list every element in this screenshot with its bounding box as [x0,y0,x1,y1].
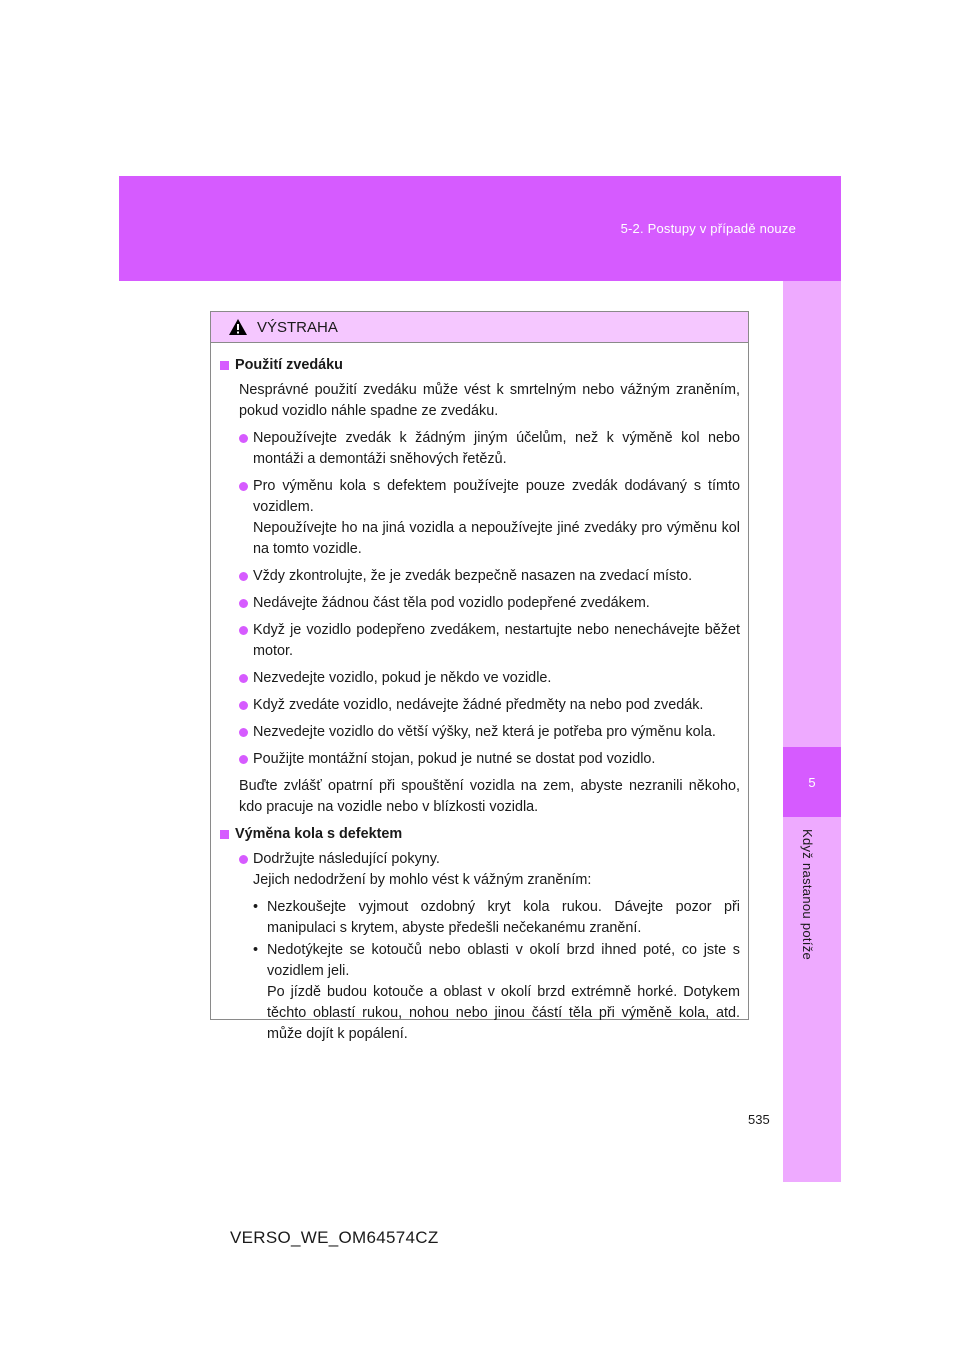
list-item-text [253,849,740,891]
document-code: VERSO_WE_OM64574CZ [230,1228,439,1247]
sub-list-item-text [267,940,740,1045]
round-bullet-icon [239,626,248,635]
section-label: 5-2. Postupy v případě nouze [620,221,796,236]
chapter-title: Když nastanou potíže [800,829,815,961]
square-bullet-icon [220,361,229,370]
round-bullet-icon [239,572,248,581]
sub-list-item-line: Po jízdě budou kotouče a oblast v okolí brzd extrémně horké. Dotykem těchto oblastí rukou, nohou nebo jinou částí těla při výměně kola, atd. může dojít k popálení. [267,984,740,1042]
list-item [239,849,740,891]
list-item-text: Když zvedáte vozidlo, nedávejte žádné předměty na nebo pod zvedák. [253,697,704,713]
warning-header [211,312,748,343]
sub-list-item [253,897,740,939]
warning-title: VÝSTRAHA [257,318,338,336]
round-bullet-icon [239,728,248,737]
chapter-number: 5 [783,747,841,817]
header-band [119,176,841,281]
list-item-text: Použijte montážní stojan, pokud je nutné se dostat pod vozidlo. [253,751,656,767]
list-item [239,476,740,560]
sub-bullet-mark: • [253,899,259,915]
list-item-line: Jejich nedodržení by mohlo vést k vážným zraněním: [253,872,592,888]
warning-triangle-icon [228,318,248,336]
paragraph: Buďte zvlášť opatrní při spouštění vozidla na zem, abyste nezranili někoho, kdo pracuje na vozidle nebo v blízkosti vozidla. [239,778,740,815]
round-bullet-icon [239,855,248,864]
sub-bullet-mark: • [253,942,259,958]
round-bullet-icon [239,599,248,608]
list-item-line: Nepoužívejte ho na jiná vozidla a nepoužívejte jiné zvedáky pro výměnu kol na tomto vozidle. [253,520,740,557]
section-heading [220,824,740,845]
list-item-text: Nepoužívejte zvedák k žádným jiným účelům, než k výměně kol nebo montáži a demontáži sněhových řetězů. [253,430,740,467]
round-bullet-icon [239,434,248,443]
round-bullet-icon [239,482,248,491]
list-item [239,695,740,716]
paragraph: Nesprávné použití zvedáku může vést k smrtelným nebo vážným zraněním, pokud vozidlo náhle spadne ze zvedáku. [239,382,740,419]
list-item-text: Když je vozidlo podepřeno zvedákem, nestartujte nebo nenechávejte běžet motor. [253,622,740,659]
section-heading-text: Výměna kola s defektem [235,826,403,842]
section-heading-text: Použití zvedáku [235,357,343,373]
list-item [239,749,740,770]
square-bullet-icon [220,830,229,839]
section-heading [220,355,740,376]
round-bullet-icon [239,701,248,710]
list-item-text: Vždy zkontrolujte, že je zvedák bezpečně nasazen na zvedací místo. [253,568,693,584]
list-item-text [253,476,740,560]
sub-list-item [253,940,740,1045]
list-item [239,722,740,743]
list-item-line: Pro výměnu kola s defektem používejte pouze zvedák dodávaný s tímto vozidlem. [253,478,740,515]
list-item [239,428,740,470]
round-bullet-icon [239,755,248,764]
list-item-text: Nezvedejte vozidlo, pokud je někdo ve vozidle. [253,670,552,686]
list-item [239,668,740,689]
list-item [239,620,740,662]
warning-body [211,343,748,1045]
sub-list-item-text: Nezkoušejte vyjmout ozdobný kryt kola rukou. Dávejte pozor při manipulaci s krytem, abyste předešli nečekanému zranění. [267,899,740,936]
round-bullet-icon [239,674,248,683]
list-item-text: Nedávejte žádnou část těla pod vozidlo podepřené zvedákem. [253,595,650,611]
side-tab [783,281,841,1182]
page-number: 535 [748,1112,770,1127]
list-item [239,593,740,614]
list-item [239,566,740,587]
sub-list-item-line: Nedotýkejte se kotoučů nebo oblasti v okolí brzd ihned poté, co jste s vozidlem jeli. [267,942,740,979]
list-item-text: Nezvedejte vozidlo do větší výšky, než která je potřeba pro výměnu kola. [253,724,716,740]
list-item-line: Dodržujte následující pokyny. [253,851,440,867]
warning-box [210,311,749,1042]
